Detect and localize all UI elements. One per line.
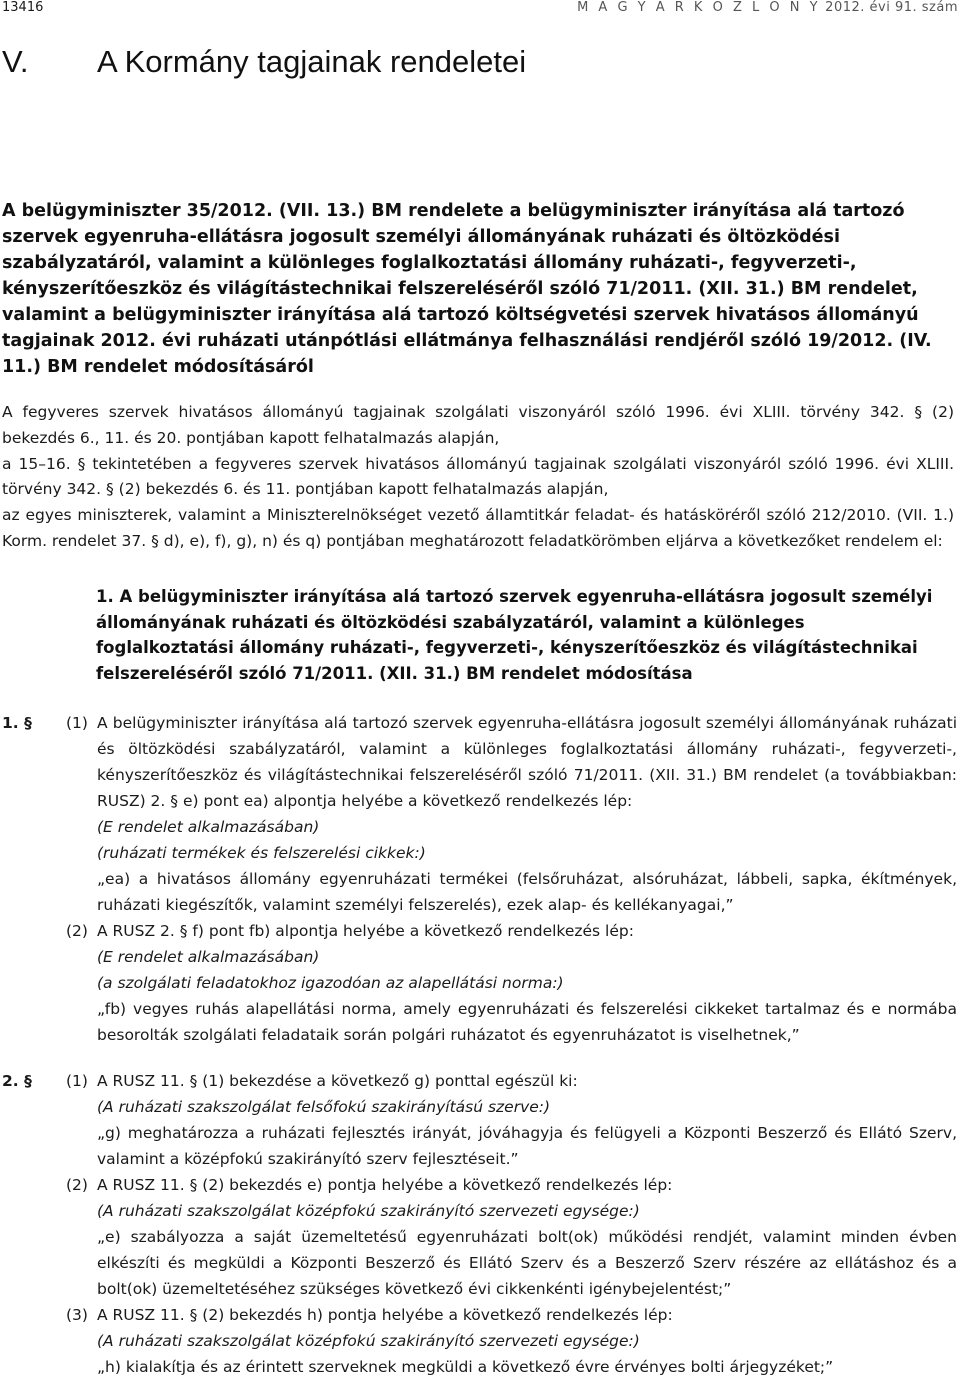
preamble-paragraph: az egyes miniszterek, valamint a Miniszterelnökséget vezető államtitkár feladat- és hatásköréről szóló 212/2010. (VII. 1.) Korm. rendelet 37. § d), e), f), g), n) és q) pontjában meghatározott feladatkörömben eljárva a következőket rendelem el: — [2, 506, 954, 550]
issue-number: 2012. évi 91. szám — [825, 0, 958, 15]
journal-title — [577, 0, 958, 15]
paragraph — [0, 918, 957, 1048]
paragraph-text: A belügyminiszter irányítása alá tartozó szervek egyenruha-ellátásra jogosult személyi állományának ruházati és öltözködési szabályzatáról, valamint a különleges foglalkoztatási állomány ruházati-, fegyverzeti-, kényszerítőeszköz és világítástechnikai felszereléséről szóló 71/2011. (XII. 31.) BM rendelet (a továbbiakban: RUSZ) 2. § e) pont ea) alpontja helyébe a következő rendelkezés lép: — [97, 714, 957, 810]
section-number: 1. § — [2, 714, 32, 732]
amended-text: „fb) vegyes ruhás alapellátási norma, amely egyenruházati és felszerelési cikkeket tartalmaz és e normába besorolták szolgálati feladataik során polgári ruházatot és egyenruházatot is viselhetnek,” — [97, 1000, 957, 1044]
section-number: V. — [2, 44, 29, 79]
context-note: (A ruházati szakszolgálat középfokú szakirányító szervezeti egysége:) — [97, 1332, 640, 1350]
paragraph-text: A RUSZ 2. § f) pont fb) alpontja helyébe a következő rendelkezés lép: — [97, 922, 634, 940]
paragraph-text: A RUSZ 11. § (2) bekezdés h) pontja helyébe a következő rendelkezés lép: — [97, 1306, 673, 1324]
amended-text: „g) meghatározza a ruházati fejlesztés irányát, jóváhagyja és felügyeli a Központi Beszerző és Ellátó Szerv, valamint a középfokú szakirányító szerv fejlesztéseit.” — [97, 1124, 957, 1168]
paragraph-number: (3) — [66, 1306, 88, 1324]
section-number: 2. § — [2, 1072, 32, 1090]
context-note: (a szolgálati feladatokhoz igazodóan az alapellátási norma:) — [97, 974, 564, 992]
preamble-paragraph: a 15–16. § tekintetében a fegyveres szervek hivatásos állományú tagjainak szolgálati viszonyáról szóló 1996. évi XLIII. törvény 342. § (2) bekezdés 6. és 11. pontjában kapott felhatalmazás alapján, — [2, 454, 954, 499]
preamble-paragraph: A fegyveres szervek hivatásos állományú tagjainak szolgálati viszonyáról szóló 1996. évi XLIII. törvény 342. § (2) bekezdés 6., 11. és 20. pontjában kapott felhatalmazás alapján, — [2, 403, 954, 447]
paragraph-number: (1) — [66, 714, 88, 732]
paragraph-text: A RUSZ 11. § (2) bekezdés e) pontja helyébe a következő rendelkezés lép: — [97, 1176, 673, 1194]
paragraph-number: (1) — [66, 1072, 88, 1090]
chapter-title: 1. A belügyminiszter irányítása alá tartozó szervek egyenruha-ellátásra jogosult személyi állományának ruházati és öltözködési szabályzatáról, valamint a különleges foglalkoztatási állomány ruházati-, fegyverzeti-, kényszerítőeszköz és világítástechnikai felszereléséről szóló 71/2011. (XII. 31.) BM rendelet módosítása — [96, 587, 933, 683]
amended-text: „h) kialakítja és az érintett szerveknek megküldi a következő évre érvényes bolti árjegyzéket;” — [97, 1358, 834, 1376]
paragraph-number: (2) — [66, 1176, 88, 1194]
context-note: (ruházati termékek és felszerelési cikkek:) — [97, 844, 426, 862]
decree-body — [0, 710, 960, 1380]
page-header — [0, 0, 960, 22]
journal-name: M A G Y A R K Ö Z L Ö N Y — [577, 0, 821, 15]
preamble — [2, 400, 954, 555]
context-note: (A ruházati szakszolgálat középfokú szakirányító szervezeti egysége:) — [97, 1202, 640, 1220]
amended-text: „ea) a hivatásos állomány egyenruházati termékei (felsőruházat, alsóruházat, lábbeli, sapka, ékítmények, ruházati kiegészítők, valamint személyi felszerelés), ezek alap- és kellékanyagai,” — [97, 870, 957, 914]
context-note: (E rendelet alkalmazásában) — [97, 948, 320, 966]
paragraph — [0, 1172, 957, 1302]
paragraph-text: A RUSZ 11. § (1) bekezdése a következő g) ponttal egészül ki: — [97, 1072, 578, 1090]
paragraph — [0, 710, 957, 918]
section-title: A Kormány tagjainak rendeletei — [97, 44, 527, 79]
paragraph-number: (2) — [66, 922, 88, 940]
section-1 — [0, 710, 960, 1048]
paragraph — [0, 1302, 957, 1380]
paragraph — [0, 1068, 957, 1172]
amended-text: „e) szabályozza a saját üzemeltetésű egyenruházati bolt(ok) működési rendjét, valamint minden évben elkészíti és megküldi a Központi Beszerző és Ellátó Szerv és a Beszerző Szerv részére az ellátáshoz és a bolt(ok) üzemeltetéséhez szükséges következő évi cikkenkénti igénybejelentést;” — [97, 1228, 957, 1298]
context-note: (E rendelet alkalmazásában) — [97, 818, 320, 836]
context-note: (A ruházati szakszolgálat felsőfokú szakirányítású szerve:) — [97, 1098, 551, 1116]
section-2 — [0, 1068, 960, 1380]
decree-title: A belügyminiszter 35/2012. (VII. 13.) BM rendelete a belügyminiszter irányítása alá tartozó szervek egyenruha-ellátásra jogosult személyi állományának ruházati és öltözködési szabályzatáról, valamint a különleges foglalkoztatási állomány ruházati-, fegyverzeti-, kényszerítőeszköz és világítástechnikai felszereléséről szóló 71/2011. (XII. 31.) BM rendelet, valamint a belügyminiszter irányítása alá tartozó költségvetési szervek hivatásos állományú tagjainak 2012. évi ruházati utánpótlási ellátmánya felhasználási rendjéről szóló 19/2012. (IV. 11.) BM rendelet módosításáról — [2, 201, 932, 377]
section-heading — [2, 44, 526, 80]
page-number: 13416 — [2, 0, 44, 15]
